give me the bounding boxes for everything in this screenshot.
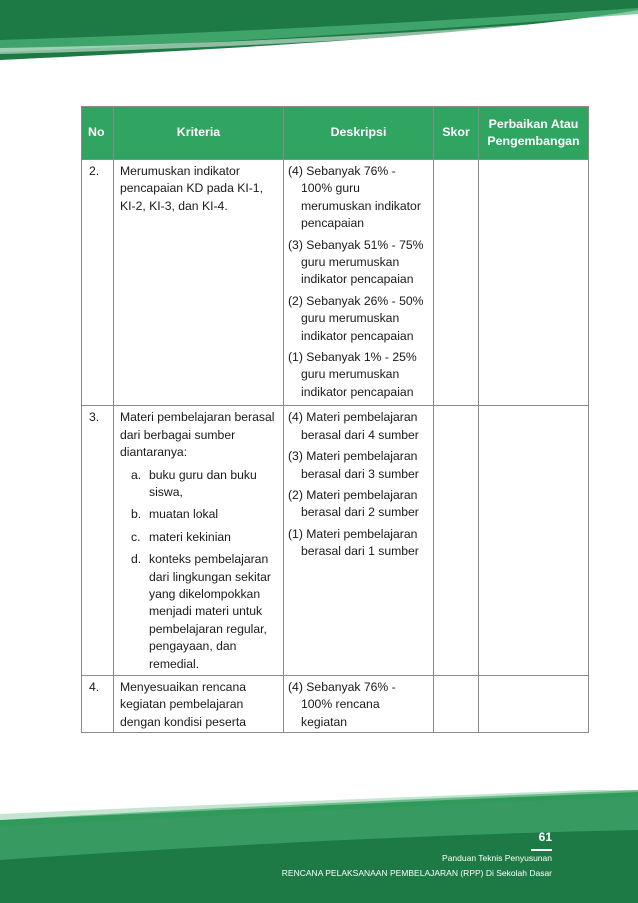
score-cell [434, 406, 479, 676]
table-row [82, 406, 589, 676]
description-level-4: (4) Sebanyak 76% - 100% guru merumuskan indikator pencapaian [288, 164, 421, 231]
description-level-2: (2) Materi pembelajaran berasal dari 2 sumber [288, 487, 419, 520]
description-level-3: (3) Sebanyak 51% - 75% guru merumuskan indikator pencapaian [288, 237, 424, 287]
header-description: Deskripsi [284, 107, 434, 160]
row-number: 4. [82, 675, 114, 732]
bottom-decorative-band [0, 790, 638, 903]
criteria-cell: Menyesuaikan rencana kegiatan pembelajaran dengan kondisi peserta [114, 675, 284, 732]
description-level-3: (3) Materi pembelajaran berasal dari 3 sumber [288, 449, 419, 481]
footer-subtitle: RENCANA PELAKSANAAN PEMBELAJARAN (RPP) Di Sekolah Dasar [281, 868, 552, 878]
criteria-subitem: b. muatan lokal [131, 507, 219, 522]
assessment-rubric-table [81, 106, 589, 733]
description-level-1: (1) Sebanyak 1% - 25% guru merumuskan indikator pencapaian [288, 350, 417, 399]
score-cell [434, 160, 479, 406]
table-header-row [82, 107, 589, 160]
table-row [82, 160, 589, 406]
table-row [82, 675, 589, 732]
page-number-underline [531, 849, 552, 851]
criteria-cell: Merumuskan indikator pencapaian KD pada KI-1, KI-2, KI-3, dan KI-4. [114, 160, 284, 406]
improvement-cell [479, 406, 589, 676]
header-no: No [82, 107, 114, 160]
row-number: 2. [82, 160, 114, 406]
header-score: Skor [434, 107, 479, 160]
description-cell [284, 675, 434, 732]
description-cell [284, 160, 434, 406]
footer-title: Panduan Teknis Penyusunan [442, 853, 552, 863]
description-level-4: (4) Sebanyak 76% - 100% rencana kegiatan [288, 679, 396, 729]
criteria-subitem: a. buku guru dan buku siswa, [131, 467, 257, 499]
description-level-1: (1) Materi pembelajaran berasal dari 1 sumber [288, 526, 419, 559]
improvement-cell [479, 675, 589, 732]
score-cell [434, 675, 479, 732]
header-improvement: Perbaikan Atau Pengembangan [479, 107, 589, 160]
criteria-subitem: c. materi kekinian [131, 529, 231, 544]
description-level-2: (2) Sebanyak 26% - 50% guru merumuskan indikator pencapaian [288, 293, 424, 343]
criteria-intro: Materi pembelajaran berasal dari berbagai sumber diantaranya: [120, 410, 275, 460]
description-cell [284, 406, 434, 676]
criteria-subitem: d. konteks pembelajaran dari lingkungan sekitar yang dikelompokkan menjadi materi untuk pembelajaran regular, pengayaan, dan remedial. [131, 552, 271, 671]
improvement-cell [479, 160, 589, 406]
row-number: 3. [82, 406, 114, 676]
page-number: 61 [538, 830, 552, 844]
header-criteria: Kriteria [114, 107, 284, 160]
top-decorative-band [0, 0, 638, 80]
description-level-4: (4) Materi pembelajaran berasal dari 4 sumber [288, 410, 419, 442]
criteria-cell [114, 406, 284, 676]
